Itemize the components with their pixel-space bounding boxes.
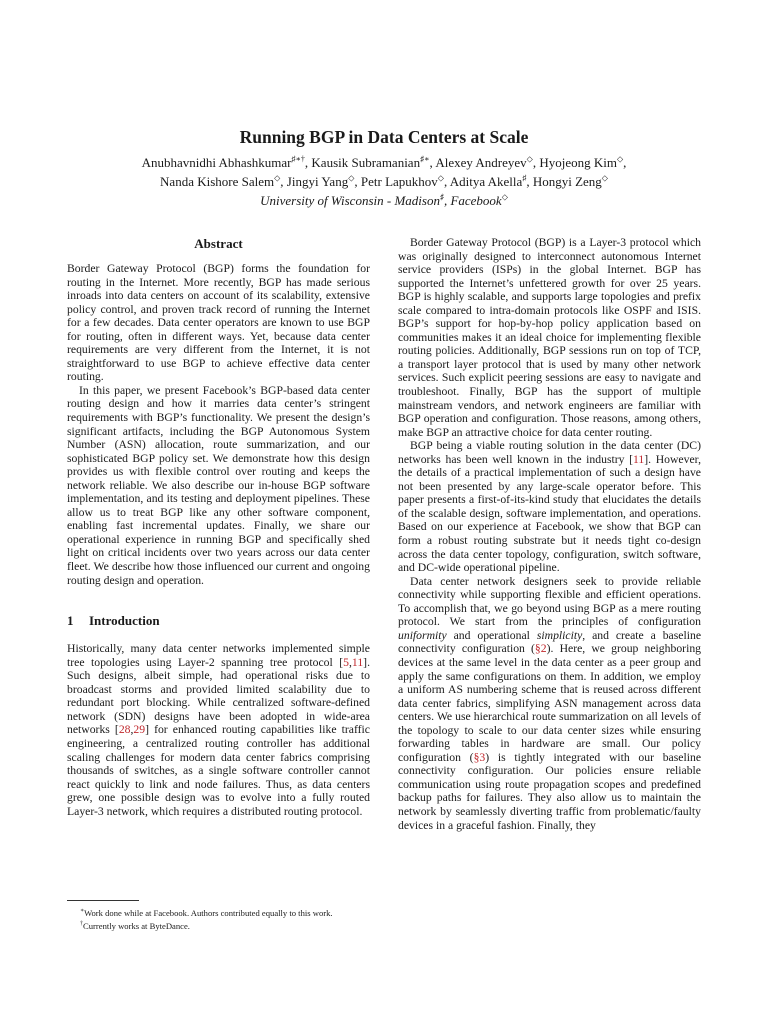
author-line-2: Nanda Kishore Salem◇, Jingyi Yang◇, Petr Lapukhov◇, Aditya Akella♯, Hongyi Zeng◇ — [160, 173, 608, 189]
citation-link[interactable]: 11 — [351, 655, 364, 669]
footnote — [67, 906, 370, 919]
author-name: Facebook — [450, 193, 502, 208]
paragraph: Data center network designers seek to provide reliable connectivity while supporting flexible and efficient operations. To accomplish that, we go beyond using BGP as a mere routing protocol. We start from the principles of configuration uniformity and operational simplicity, and create a baseline connectivity configuration (§2). Here, we group neighboring devices at the same level in the data center as a peer group and apply the same configurations on them. In addition, we employ a uniform AS numbering scheme that is reused across different data center fabrics, simplifying ASN management across data centers. We use hierarchical route summarization on all levels of the topology to scale to our data center sizes while ensuring forwarding tables in hardware are small. Our policy configuration (§3) is tightly integrated with our baseline connectivity configuration. Our policies ensure reliable communication using route propagation scopes and predefined backup paths for failures. They also allow us to maintain the network by seamlessly diverting traffic from problematic/faulty devices in a graceful fashion. Finally, they — [398, 574, 702, 832]
footnote-text: Work done while at Facebook. Authors contributed equally to this work. — [84, 907, 333, 918]
affiliation-mark: ♯ — [522, 173, 527, 183]
citation-link[interactable]: 11 — [633, 452, 645, 466]
right-column — [398, 236, 701, 832]
affiliation-mark: ◇ — [526, 154, 533, 164]
citation-link[interactable]: 29 — [133, 723, 146, 737]
author-name: Hyojeong Kim — [539, 155, 617, 170]
affiliation-mark: ◇ — [501, 192, 508, 202]
paragraph: Border Gateway Protocol (BGP) forms the foundation for routing in the Internet. More recently, BGP has made serious inroads into data centers on account of its scalability, extensive policy control, and proven track record of running the Internet for a few decades. Data center operators are known to use BGP for routing, often in different ways. Yet, because data center requirements are very different from the Internet, it is not straightforward to use BGP to achieve effective data center routing. — [67, 262, 370, 384]
affiliation-mark: ◇ — [348, 173, 355, 183]
right-column-body — [398, 236, 701, 832]
author-name: Alexey Andreyev — [435, 155, 527, 170]
author-name: Hongyi Zeng — [532, 174, 602, 189]
introduction-heading — [67, 613, 370, 629]
paragraph: BGP being a viable routing solution in the data center (DC) networks has been well known in the industry [11]. However, the details of a practical implementation of such a design have not been presented by any large-scale operator before. This paper presents a first-of-its-kind study that elucidates the details of the scalable design, software implementation, and operations. Based on our experience at Facebook, we show that BGP can form a robust routing substrate but it needs tight co-design across the data center topology, configuration, switch software, and DC-wide operational pipeline. — [398, 439, 701, 575]
paper-title: Running BGP in Data Centers at Scale — [239, 127, 529, 147]
citation-link[interactable]: §2 — [534, 642, 547, 656]
citation-link[interactable]: 28 — [118, 723, 131, 737]
affiliation-mark: ◇ — [616, 154, 624, 164]
affiliation-mark: ♯∗ — [420, 154, 430, 164]
affiliation-mark: ◇ — [274, 173, 281, 183]
author-line-1: Anubhavnidhi Abhashkumar♯∗†, Kausik Subramanian♯∗, Alexey Andreyev◇, Hyojeong Kim◇, — [141, 154, 627, 170]
citation-link[interactable]: §3 — [473, 750, 486, 764]
affiliation-mark: ♯ — [439, 192, 444, 202]
affiliation-mark: ◇ — [601, 173, 608, 183]
paragraph: Historically, many data center networks implemented simple tree topologies using Layer-2 spanning tree protocol [5,11]. Such designs, albeit simple, had operational risks due to broadcast storms and provided limited scalability due to redundant port blocking. While centralized software-defined network (SDN) designs have been adopted in wide-area networks [28,29] for enhanced routing capabilities like traffic engineering, a centralized routing controller has additional scaling challenges for modern data center fabrics comprising thousands of switches, as a single software controller cannot react quickly to link and node failures. Thus, as data centers grew, one possible design was to evolve into a fully routed Layer-3 network, which requires a distributed routing protocol. — [67, 642, 370, 818]
author-name: Kausik Subramanian — [311, 155, 421, 170]
section-title: Introduction — [89, 613, 160, 629]
introduction-body — [67, 642, 370, 818]
affiliations: University of Wisconsin - Madison♯, Facebook◇ — [260, 192, 508, 208]
footnote — [67, 919, 370, 932]
abstract-heading: Abstract — [194, 236, 243, 251]
author-name: Jingyi Yang — [286, 174, 349, 189]
affiliation-mark: ◇ — [437, 173, 444, 183]
affiliation-mark: ♯∗† — [291, 154, 305, 164]
footnote-rule — [67, 900, 139, 901]
emphasis: simplicity — [536, 628, 583, 642]
emphasis: uniformity — [398, 628, 447, 642]
footnote-text: Currently works at ByteDance. — [83, 921, 190, 932]
author-name: University of Wisconsin - Madison — [260, 193, 440, 208]
abstract-body — [67, 262, 370, 587]
author-name: Anubhavnidhi Abhashkumar — [141, 155, 292, 170]
author-list — [0, 153, 768, 191]
footnote-list — [67, 906, 370, 933]
author-name: Petr Lapukhov — [360, 174, 438, 189]
footnote-mark: ∗ — [80, 908, 85, 914]
left-column — [67, 236, 370, 818]
paragraph: In this paper, we present Facebook’s BGP-based data center routing design and how it marries data center’s stringent requirements with BGP’s functionality. We present the design’s significant artifacts, including the BGP Autonomous System Number (ASN) allocation, route summarization, and our sophisticated BGP policy set. We demonstrate how this design provides us with flexible control over routing and keeps the network reliable. We also describe our in-house BGP software implementation, and its testing and deployment pipelines. These allow us to treat BGP like any other software component, enabling fast incremental updates. Finally, we share our operational experience in running BGP and specifically shed light on critical incidents over two years across our data center fleet. We describe how those influenced our current and ongoing routing design and operation. — [67, 383, 370, 587]
author-name: Nanda Kishore Salem — [160, 174, 275, 189]
paragraph: Border Gateway Protocol (BGP) is a Layer-3 protocol which was originally designed to interconnect autonomous Internet service providers (ISPs) in the global Internet. BGP has supported the Internet’s unfettered growth for over 25 years. BGP is highly scalable, and supports large topologies and prefix scale compared to intra-domain protocols like OSPF and ISIS. BGP’s support for hop-by-hop policy application based on communities makes it an ideal choice for implementing flexible routing policies. Additionally, BGP sessions run on top of TCP, a transport layer protocol that is used by many other network services. Such explicit peering sessions are easy to navigate and troubleshoot. Finally, BGP has the support of multiple mainstream vendors, and network engineers are familiar with BGP operation and configuration. Those reasons, among others, make BGP an attractive choice for data center routing. — [398, 236, 701, 439]
title-block — [0, 126, 768, 210]
section-number: 1 — [67, 613, 74, 629]
citation-link[interactable]: 5 — [343, 655, 349, 669]
footnote-mark: † — [80, 921, 83, 928]
footnotes — [67, 900, 370, 933]
author-name: Aditya Akella — [449, 174, 523, 189]
